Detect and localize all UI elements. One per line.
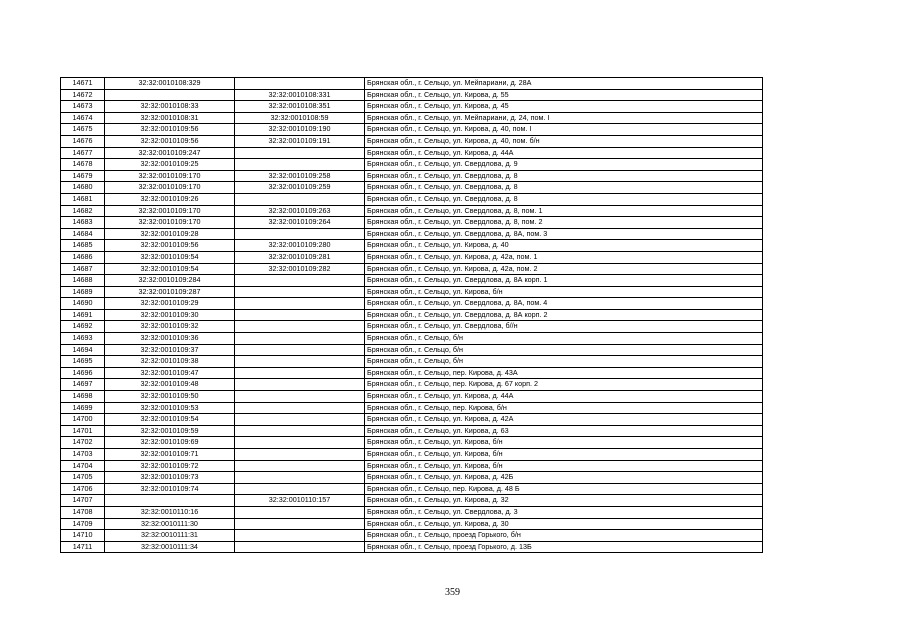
object-number-cell <box>235 460 365 472</box>
object-number-cell <box>235 402 365 414</box>
address-cell: Брянская обл., г. Сельцо, ул. Свердлова, д. 8А корп. 2 <box>365 309 763 321</box>
object-number-cell <box>235 159 365 171</box>
table-row <box>61 228 763 240</box>
object-number-cell <box>235 309 365 321</box>
parcel-number-cell: 32:32:0010108:31 <box>105 112 235 124</box>
object-number-cell: 32:32:0010109:263 <box>235 205 365 217</box>
object-number-cell <box>235 286 365 298</box>
parcel-number-cell: 32:32:0010109:56 <box>105 135 235 147</box>
table-row <box>61 159 763 171</box>
address-cell: Брянская обл., г. Сельцо, ул. Свердлова, д. 8А, пом. 3 <box>365 228 763 240</box>
table-row <box>61 170 763 182</box>
table-row <box>61 78 763 90</box>
table-row <box>61 356 763 368</box>
row-number-cell: 14695 <box>61 356 105 368</box>
object-number-cell: 32:32:0010109:191 <box>235 135 365 147</box>
address-cell: Брянская обл., г. Сельцо, ул. Свердлова, д. 8А, пом. 4 <box>365 298 763 310</box>
object-number-cell <box>235 425 365 437</box>
row-number-cell: 14707 <box>61 495 105 507</box>
object-number-cell <box>235 275 365 287</box>
object-number-cell: 32:32:0010109:282 <box>235 263 365 275</box>
row-number-cell: 14690 <box>61 298 105 310</box>
row-number-cell: 14710 <box>61 530 105 542</box>
address-cell: Брянская обл., г. Сельцо, ул. Кирова, д. 42А <box>365 414 763 426</box>
row-number-cell: 14697 <box>61 379 105 391</box>
table-row <box>61 298 763 310</box>
table-row <box>61 101 763 113</box>
table-row <box>61 217 763 229</box>
object-number-cell: 32:32:0010109:190 <box>235 124 365 136</box>
parcel-number-cell <box>105 495 235 507</box>
row-number-cell: 14672 <box>61 89 105 101</box>
parcel-number-cell: 32:32:0010109:71 <box>105 449 235 461</box>
object-number-cell <box>235 321 365 333</box>
table-row <box>61 275 763 287</box>
table-row <box>61 402 763 414</box>
table-row <box>61 182 763 194</box>
object-number-cell <box>235 437 365 449</box>
row-number-cell: 14711 <box>61 541 105 553</box>
row-number-cell: 14682 <box>61 205 105 217</box>
address-cell: Брянская обл., г. Сельцо, ул. Кирова, д. 32 <box>365 495 763 507</box>
parcel-number-cell: 32:32:0010111:34 <box>105 541 235 553</box>
object-number-cell <box>235 379 365 391</box>
address-cell: Брянская обл., г. Сельцо, ул. Кирова, д. 30 <box>365 518 763 530</box>
address-cell: Брянская обл., г. Сельцо, ул. Свердлова, д. 9 <box>365 159 763 171</box>
row-number-cell: 14687 <box>61 263 105 275</box>
parcel-number-cell: 32:32:0010109:54 <box>105 251 235 263</box>
parcel-number-cell: 32:32:0010109:32 <box>105 321 235 333</box>
row-number-cell: 14704 <box>61 460 105 472</box>
object-number-cell <box>235 298 365 310</box>
address-cell: Брянская обл., г. Сельцо, б/н <box>365 344 763 356</box>
address-cell: Брянская обл., г. Сельцо, ул. Кирова, б/н <box>365 460 763 472</box>
address-cell: Брянская обл., г. Сельцо, ул. Кирова, б/н <box>365 437 763 449</box>
address-cell: Брянская обл., г. Сельцо, б/н <box>365 333 763 345</box>
table-row <box>61 240 763 252</box>
row-number-cell: 14678 <box>61 159 105 171</box>
parcel-number-cell: 32:32:0010109:69 <box>105 437 235 449</box>
parcel-number-cell: 32:32:0010109:56 <box>105 124 235 136</box>
parcel-number-cell: 32:32:0010109:54 <box>105 263 235 275</box>
parcel-number-cell: 32:32:0010111:31 <box>105 530 235 542</box>
object-number-cell: 32:32:0010110:157 <box>235 495 365 507</box>
address-cell: Брянская обл., г. Сельцо, пер. Кирова, б/н <box>365 402 763 414</box>
cadastral-table <box>60 77 763 553</box>
row-number-cell: 14702 <box>61 437 105 449</box>
row-number-cell: 14703 <box>61 449 105 461</box>
row-number-cell: 14679 <box>61 170 105 182</box>
address-cell: Брянская обл., г. Сельцо, ул. Кирова, д. 42Б <box>365 472 763 484</box>
parcel-number-cell: 32:32:0010109:74 <box>105 483 235 495</box>
page-number: 359 <box>445 587 460 598</box>
row-number-cell: 14681 <box>61 193 105 205</box>
table-row <box>61 89 763 101</box>
row-number-cell: 14674 <box>61 112 105 124</box>
row-number-cell: 14699 <box>61 402 105 414</box>
parcel-number-cell: 32:32:0010109:26 <box>105 193 235 205</box>
row-number-cell: 14677 <box>61 147 105 159</box>
parcel-number-cell: 32:32:0010109:170 <box>105 182 235 194</box>
table-row <box>61 135 763 147</box>
address-cell: Брянская обл., г. Сельцо, б/н <box>365 356 763 368</box>
cadastral-table-body <box>61 78 763 553</box>
parcel-number-cell: 32:32:0010109:287 <box>105 286 235 298</box>
table-row <box>61 518 763 530</box>
table-row <box>61 449 763 461</box>
address-cell: Брянская обл., г. Сельцо, ул. Свердлова, д. 3 <box>365 506 763 518</box>
table-row <box>61 333 763 345</box>
object-number-cell <box>235 414 365 426</box>
address-cell: Брянская обл., г. Сельцо, пер. Кирова, д. 67 корп. 2 <box>365 379 763 391</box>
table-row <box>61 112 763 124</box>
address-cell: Брянская обл., г. Сельцо, ул. Кирова, д. 55 <box>365 89 763 101</box>
row-number-cell: 14700 <box>61 414 105 426</box>
object-number-cell: 32:32:0010108:351 <box>235 101 365 113</box>
row-number-cell: 14698 <box>61 391 105 403</box>
object-number-cell <box>235 518 365 530</box>
address-cell: Брянская обл., г. Сельцо, ул. Кирова, б/н <box>365 449 763 461</box>
address-cell: Брянская обл., г. Сельцо, ул. Мейпариани, д. 28А <box>365 78 763 90</box>
address-cell: Брянская обл., г. Сельцо, ул. Свердлова, д. 8 <box>365 182 763 194</box>
row-number-cell: 14692 <box>61 321 105 333</box>
row-number-cell: 14671 <box>61 78 105 90</box>
object-number-cell <box>235 193 365 205</box>
row-number-cell: 14693 <box>61 333 105 345</box>
parcel-number-cell: 32:32:0010109:30 <box>105 309 235 321</box>
object-number-cell <box>235 333 365 345</box>
address-cell: Брянская обл., г. Сельцо, ул. Кирова, д. 63 <box>365 425 763 437</box>
address-cell: Брянская обл., г. Сельцо, ул. Кирова, д. 40, пом. б/н <box>365 135 763 147</box>
table-row <box>61 472 763 484</box>
address-cell: Брянская обл., г. Сельцо, ул. Свердлова, д. 8 <box>365 193 763 205</box>
table-row <box>61 205 763 217</box>
row-number-cell: 14694 <box>61 344 105 356</box>
parcel-number-cell: 32:32:0010109:29 <box>105 298 235 310</box>
row-number-cell: 14691 <box>61 309 105 321</box>
table-row <box>61 367 763 379</box>
table-row <box>61 460 763 472</box>
table-row <box>61 321 763 333</box>
address-cell: Брянская обл., г. Сельцо, ул. Кирова, д. 42а, пом. 2 <box>365 263 763 275</box>
table-row <box>61 286 763 298</box>
table-row <box>61 263 763 275</box>
address-cell: Брянская обл., г. Сельцо, ул. Кирова, д. 40, пом. I <box>365 124 763 136</box>
object-number-cell: 32:32:0010109:281 <box>235 251 365 263</box>
table-row <box>61 147 763 159</box>
row-number-cell: 14685 <box>61 240 105 252</box>
table-row <box>61 483 763 495</box>
address-cell: Брянская обл., г. Сельцо, ул. Мейпариани, д. 24, пом. I <box>365 112 763 124</box>
parcel-number-cell: 32:32:0010109:170 <box>105 170 235 182</box>
object-number-cell: 32:32:0010109:280 <box>235 240 365 252</box>
object-number-cell: 32:32:0010109:264 <box>235 217 365 229</box>
parcel-number-cell: 32:32:0010109:28 <box>105 228 235 240</box>
parcel-number-cell: 32:32:0010109:37 <box>105 344 235 356</box>
parcel-number-cell: 32:32:0010109:50 <box>105 391 235 403</box>
object-number-cell: 32:32:0010109:259 <box>235 182 365 194</box>
table-row <box>61 379 763 391</box>
object-number-cell <box>235 472 365 484</box>
object-number-cell <box>235 506 365 518</box>
table-row <box>61 495 763 507</box>
row-number-cell: 14673 <box>61 101 105 113</box>
parcel-number-cell: 32:32:0010109:247 <box>105 147 235 159</box>
table-row <box>61 414 763 426</box>
address-cell: Брянская обл., г. Сельцо, ул. Свердлова, д. 8, пом. 1 <box>365 205 763 217</box>
object-number-cell <box>235 391 365 403</box>
table-row <box>61 124 763 136</box>
parcel-number-cell: 32:32:0010109:59 <box>105 425 235 437</box>
object-number-cell <box>235 228 365 240</box>
address-cell: Брянская обл., г. Сельцо, пер. Кирова, д. 48 Б <box>365 483 763 495</box>
row-number-cell: 14675 <box>61 124 105 136</box>
row-number-cell: 14680 <box>61 182 105 194</box>
address-cell: Брянская обл., г. Сельцо, ул. Кирова, д. 42а, пом. 1 <box>365 251 763 263</box>
parcel-number-cell: 32:32:0010109:72 <box>105 460 235 472</box>
address-cell: Брянская обл., г. Сельцо, ул. Свердлова, б//н <box>365 321 763 333</box>
object-number-cell: 32:32:0010109:258 <box>235 170 365 182</box>
parcel-number-cell: 32:32:0010109:38 <box>105 356 235 368</box>
parcel-number-cell: 32:32:0010109:284 <box>105 275 235 287</box>
parcel-number-cell: 32:32:0010108:33 <box>105 101 235 113</box>
row-number-cell: 14706 <box>61 483 105 495</box>
row-number-cell: 14705 <box>61 472 105 484</box>
parcel-number-cell: 32:32:0010110:16 <box>105 506 235 518</box>
address-cell: Брянская обл., г. Сельцо, проезд Горького, д. 13Б <box>365 541 763 553</box>
row-number-cell: 14688 <box>61 275 105 287</box>
address-cell: Брянская обл., г. Сельцо, ул. Свердлова, д. 8, пом. 2 <box>365 217 763 229</box>
parcel-number-cell: 32:32:0010109:170 <box>105 217 235 229</box>
object-number-cell <box>235 530 365 542</box>
row-number-cell: 14683 <box>61 217 105 229</box>
parcel-number-cell: 32:32:0010109:73 <box>105 472 235 484</box>
object-number-cell <box>235 344 365 356</box>
row-number-cell: 14701 <box>61 425 105 437</box>
address-cell: Брянская обл., г. Сельцо, ул. Кирова, д. 45 <box>365 101 763 113</box>
parcel-number-cell: 32:32:0010108:329 <box>105 78 235 90</box>
address-cell: Брянская обл., г. Сельцо, ул. Кирова, д. 44А <box>365 391 763 403</box>
parcel-number-cell: 32:32:0010109:53 <box>105 402 235 414</box>
parcel-number-cell: 32:32:0010109:25 <box>105 159 235 171</box>
table-row <box>61 437 763 449</box>
table-row <box>61 251 763 263</box>
row-number-cell: 14689 <box>61 286 105 298</box>
address-cell: Брянская обл., г. Сельцо, проезд Горького, б/н <box>365 530 763 542</box>
parcel-number-cell: 32:32:0010109:47 <box>105 367 235 379</box>
object-number-cell: 32:32:0010108:59 <box>235 112 365 124</box>
row-number-cell: 14686 <box>61 251 105 263</box>
address-cell: Брянская обл., г. Сельцо, пер. Кирова, д. 43А <box>365 367 763 379</box>
parcel-number-cell: 32:32:0010109:48 <box>105 379 235 391</box>
row-number-cell: 14696 <box>61 367 105 379</box>
parcel-number-cell: 32:32:0010109:56 <box>105 240 235 252</box>
table-row <box>61 391 763 403</box>
address-cell: Брянская обл., г. Сельцо, ул. Кирова, д. 40 <box>365 240 763 252</box>
object-number-cell <box>235 367 365 379</box>
table-row <box>61 506 763 518</box>
table-row <box>61 193 763 205</box>
row-number-cell: 14676 <box>61 135 105 147</box>
object-number-cell <box>235 541 365 553</box>
table-row <box>61 541 763 553</box>
parcel-number-cell: 32:32:0010109:36 <box>105 333 235 345</box>
object-number-cell <box>235 356 365 368</box>
object-number-cell <box>235 449 365 461</box>
row-number-cell: 14708 <box>61 506 105 518</box>
table-row <box>61 425 763 437</box>
row-number-cell: 14684 <box>61 228 105 240</box>
address-cell: Брянская обл., г. Сельцо, ул. Кирова, б/н <box>365 286 763 298</box>
table-row <box>61 530 763 542</box>
row-number-cell: 14709 <box>61 518 105 530</box>
parcel-number-cell: 32:32:0010109:54 <box>105 414 235 426</box>
address-cell: Брянская обл., г. Сельцо, ул. Кирова, д. 44А <box>365 147 763 159</box>
table-row <box>61 344 763 356</box>
address-cell: Брянская обл., г. Сельцо, ул. Свердлова, д. 8А корп. 1 <box>365 275 763 287</box>
object-number-cell <box>235 483 365 495</box>
address-cell: Брянская обл., г. Сельцо, ул. Свердлова, д. 8 <box>365 170 763 182</box>
parcel-number-cell: 32:32:0010111:30 <box>105 518 235 530</box>
object-number-cell <box>235 78 365 90</box>
parcel-number-cell: 32:32:0010109:170 <box>105 205 235 217</box>
object-number-cell: 32:32:0010108:331 <box>235 89 365 101</box>
table-row <box>61 309 763 321</box>
parcel-number-cell <box>105 89 235 101</box>
object-number-cell <box>235 147 365 159</box>
